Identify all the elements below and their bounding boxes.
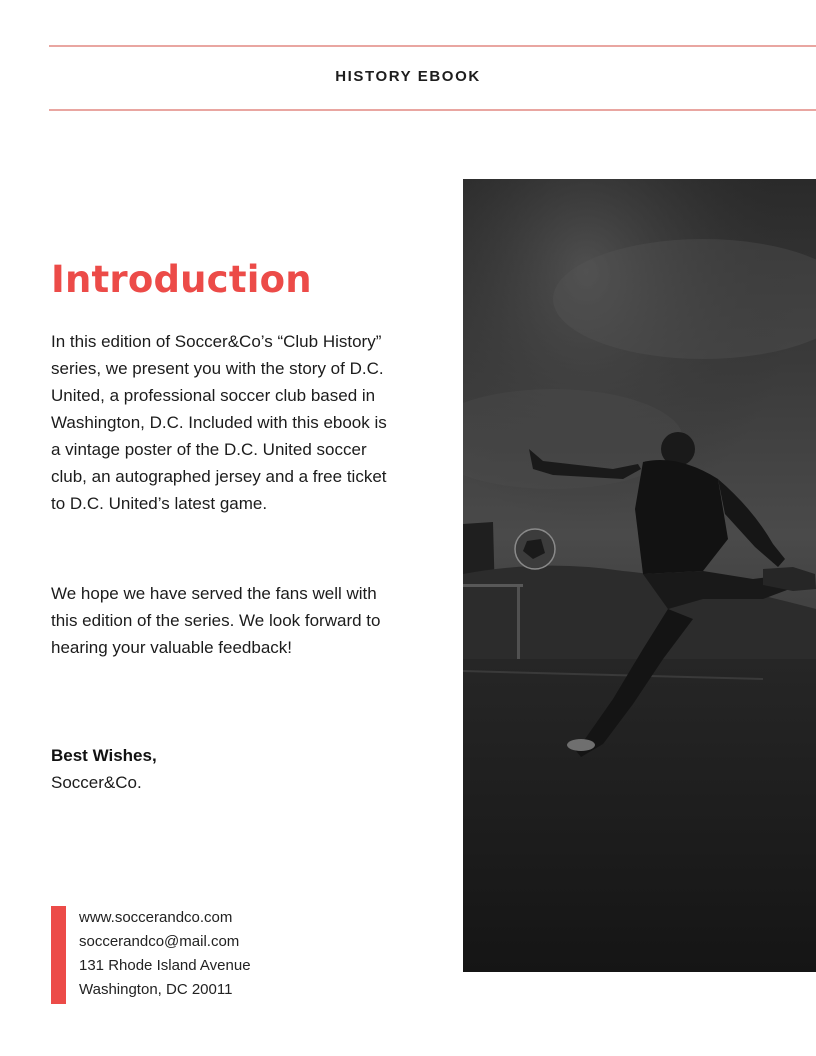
header-bottom-rule — [49, 109, 816, 111]
soccer-player-photo — [463, 179, 816, 972]
header-top-rule — [49, 45, 816, 47]
contact-address-line-2: Washington, DC 20011 — [79, 981, 233, 998]
intro-paragraph-1: In this edition of Soccer&Co’s “Club History” series, we present you with the story of D.C. United, a professional soccer club based in Washington, D.C. Included with this ebook is a vintage poster of the D.C. United soccer club, an autographed jersey and a free ticket to D.C. United’s latest game. — [51, 332, 387, 513]
contact-accent-bar — [51, 906, 66, 1004]
contact-address-line-1: 131 Rhode Island Avenue — [79, 957, 251, 974]
introduction-heading: Introduction — [51, 258, 312, 301]
soccer-player-illustration — [463, 179, 816, 972]
intro-paragraph-2: We hope we have served the fans well with this edition of the series. We look forward to hearing your valuable feedback! — [51, 584, 381, 657]
contact-email: soccerandco@mail.com — [79, 933, 240, 950]
contact-website: www.soccerandco.com — [79, 909, 233, 926]
signoff-closing: Best Wishes, — [51, 746, 157, 765]
signoff — [51, 742, 157, 796]
document-header-title: HISTORY EBOOK — [335, 68, 481, 85]
signoff-signer: Soccer&Co. — [51, 773, 142, 792]
contact-block — [79, 906, 251, 1002]
